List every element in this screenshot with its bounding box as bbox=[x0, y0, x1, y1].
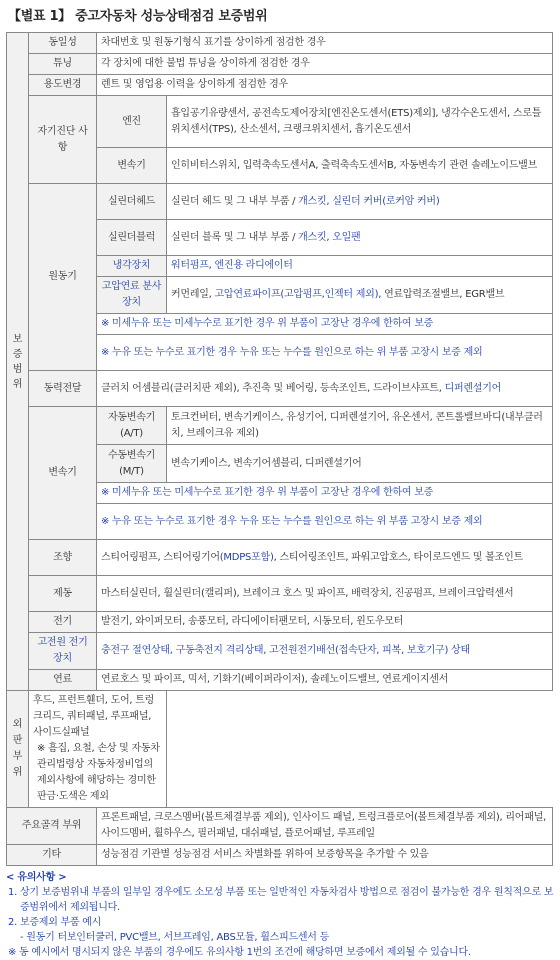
label-frame: 주요골격 부위 bbox=[7, 808, 97, 845]
value-selfdiag-engine: 흡입공기유량센서, 공전속도제어장치[엔진온도센서(ETS)제외], 냉각수온도센서, 스로틀위치센서(TPS), 산소센서, 크랭크위치센서, 흡기온도센서 bbox=[167, 96, 553, 148]
warranty-table bbox=[6, 32, 553, 866]
row-etc bbox=[7, 845, 553, 866]
label-fuelsys: 연료 bbox=[29, 670, 97, 691]
engine-note-2: ※ 누유 또는 누수로 표기한 경우 누유 또는 누수를 원인으로 하는 위 부품 고장시 보증 제외 bbox=[97, 335, 553, 371]
label-usage: 용도변경 bbox=[29, 75, 97, 96]
row-tuning bbox=[7, 54, 553, 75]
row-drive bbox=[7, 371, 553, 407]
value-electric: 발전기, 와이퍼모터, 송풍모터, 라디에이터팬모터, 시동모터, 윈도우모터 bbox=[97, 612, 553, 633]
row-trans-at bbox=[7, 407, 553, 445]
value-trans-at: 토크컨버터, 변속기케이스, 유성기어, 디퍼렌셜기어, 유온센서, 콘트롤밸브바디(내부클러치, 브레이크유 제외) bbox=[167, 407, 553, 445]
value-exterior bbox=[29, 691, 167, 808]
value-engine-block-a: 실린더 블록 및 그 내부 부품 / bbox=[171, 231, 299, 243]
outer-label-warranty-scope bbox=[7, 33, 29, 691]
value-drive bbox=[97, 371, 553, 407]
row-hv bbox=[7, 633, 553, 670]
row-usage bbox=[7, 75, 553, 96]
value-frame: 프론트패널, 크로스멤버(볼트체결부품 제외), 인사이드 패널, 트렁크플로어(볼트체결부품 제외), 리어패널, 사이드멤버, 휠하우스, 필러패널, 대쉬패널, 플로어패널, 루프레일 bbox=[97, 808, 553, 845]
value-exterior-parts: 후드, 프런트휀더, 도어, 트렁크리드, 쿼터패널, 루프패널, 사이드실패널 bbox=[33, 695, 155, 738]
label-electric: 전기 bbox=[29, 612, 97, 633]
label-engine-block: 실린더블럭 bbox=[97, 220, 167, 256]
value-engine-block bbox=[167, 220, 553, 256]
value-engine-fuel-c: , 연료압력조절밸브, EGR밸브 bbox=[378, 289, 505, 300]
label-drive: 동력전달 bbox=[29, 371, 97, 407]
value-engine-head bbox=[167, 184, 553, 220]
label-etc: 기타 bbox=[7, 845, 97, 866]
note-2-detail: - 원동기 터보인터쿨러, PVC밸브, 서브프레임, ABS모듈, 휠스피드센서 등 bbox=[20, 932, 330, 943]
value-selfdiag-trans: 인히비터스위치, 입력축속도센서A, 출력축속도센서B, 자동변속기 관련 솔레노이드밸브 bbox=[167, 148, 553, 184]
value-fuelsys: 연료호스 및 파이프, 믹서, 기화기(베이퍼라이저), 솔레노이드밸브, 연료게이지센서 bbox=[97, 670, 553, 691]
value-engine-head-b: 개스킷, 실린더 커버(로커암 커버) bbox=[298, 195, 440, 207]
value-brake: 마스터실린더, 휠실린더(캘리퍼), 브레이크 호스 및 파이프, 배력장치, 진공펌프, 브레이크압력센서 bbox=[97, 576, 553, 612]
row-brake bbox=[7, 576, 553, 612]
row-fuelsys bbox=[7, 670, 553, 691]
label-identity: 동일성 bbox=[29, 33, 97, 54]
label-trans-at: 자동변속기(A/T) bbox=[97, 407, 167, 445]
page-title: 【별표 1】 중고자동차 성능상태점검 보증범위 bbox=[8, 9, 268, 24]
label-selfdiag-trans: 변속기 bbox=[97, 148, 167, 184]
trans-note-1: ※ 미세누유 또는 미세누수로 표기한 경우 위 부품이 고장난 경우에 한하여 보증 bbox=[97, 483, 553, 504]
label-engine-cooling: 냉각장치 bbox=[97, 256, 167, 277]
label-trans: 변속기 bbox=[29, 407, 97, 540]
notes-heading: < 유의사항 > bbox=[6, 872, 67, 883]
value-steering-a: 스티어링펌프, 스티어링기어 bbox=[101, 551, 220, 563]
label-trans-mt: 수동변속기(M/T) bbox=[97, 445, 167, 483]
value-drive-b: 디퍼렌셜기어 bbox=[444, 382, 502, 394]
value-hv: 충전구 절연상태, 구동축전지 격리상태, 고전원전기배선(접속단자, 피복, 보호기구) 상태 bbox=[97, 633, 553, 670]
outer-label-text: 보증범위 bbox=[12, 333, 23, 390]
note-3: ※ 동 예시에서 명시되지 않은 부품의 경우에도 유의사항 1번의 조건에 해당하면 보증에서 제외될 수 있습니다. bbox=[8, 947, 471, 958]
engine-note-1: ※ 미세누유 또는 미세누수로 표기한 경우 위 부품이 고장난 경우에 한하여 보증 bbox=[97, 314, 553, 335]
value-engine-fuel-b: 고압연료파이프(고압펌프,인젝터 제외) bbox=[214, 289, 379, 300]
row-selfdiag-engine bbox=[7, 96, 553, 148]
label-brake: 제동 bbox=[29, 576, 97, 612]
label-engine: 원동기 bbox=[29, 184, 97, 371]
value-steering-c: , 스티어링조인트, 파워고압호스, 타이로드엔드 및 볼조인트 bbox=[273, 551, 523, 563]
value-engine-head-a: 실린더 헤드 및 그 내부 부품 / bbox=[171, 195, 299, 207]
value-trans-mt: 변속기케이스, 변속기어셈블리, 디퍼렌셜기어 bbox=[167, 445, 553, 483]
value-engine-block-b: 개스킷, 오일팬 bbox=[298, 231, 361, 243]
value-usage: 렌트 및 영업용 이력을 상이하게 점검한 경우 bbox=[97, 75, 553, 96]
value-steering bbox=[97, 540, 553, 576]
label-exterior: 외판부위 bbox=[7, 691, 29, 808]
row-electric bbox=[7, 612, 553, 633]
note-1: 1. 상기 보증범위내 부품의 일부일 경우에도 소모성 부품 또는 일반적인 자동차검사 방법으로 점검이 불가능한 경우 원칙적으로 보증범위에서 제외됩니다. bbox=[8, 887, 554, 913]
label-selfdiag: 자기진단 사항 bbox=[29, 96, 97, 184]
label-hv: 고전원 전기장치 bbox=[29, 633, 97, 670]
value-etc: 성능점검 기관별 성능점검 서비스 차별화를 위하여 보증항목을 추가할 수 있음 bbox=[97, 845, 553, 866]
value-engine-cooling: 워터펌프, 엔진용 라디에이터 bbox=[167, 256, 553, 277]
note-2: 2. 보증제외 부품 예시 bbox=[8, 917, 102, 928]
label-steering: 조향 bbox=[29, 540, 97, 576]
notes-section bbox=[6, 870, 554, 960]
value-tuning: 각 장치에 대한 불법 튜닝을 상이하게 점검한 경우 bbox=[97, 54, 553, 75]
row-frame bbox=[7, 808, 553, 845]
row-exterior bbox=[7, 691, 553, 808]
trans-note-2: ※ 누유 또는 누수로 표기한 경우 누유 또는 누수를 원인으로 하는 위 부품 고장시 보증 제외 bbox=[97, 504, 553, 540]
label-tuning: 튜닝 bbox=[29, 54, 97, 75]
value-engine-fuel-a: 커먼레일, bbox=[171, 289, 215, 300]
label-selfdiag-engine: 엔진 bbox=[97, 96, 167, 148]
label-engine-fuel: 고압연료 분사장치 bbox=[97, 277, 167, 314]
value-steering-b: (MDPS포함) bbox=[219, 551, 274, 563]
value-engine-fuel bbox=[167, 277, 553, 314]
value-exterior-note: ※ 흠집, 요철, 손상 및 자동차관리법령상 자동차정비업의 제외사항에 해당하는 경미한 판금·도색은 제외 bbox=[37, 743, 160, 802]
row-identity bbox=[7, 33, 553, 54]
row-steering bbox=[7, 540, 553, 576]
value-identity: 차대번호 및 원동기형식 표기를 상이하게 점검한 경우 bbox=[97, 33, 553, 54]
value-drive-a: 클러치 어셈블리(클러치판 제외), 추진축 및 베어링, 등속조인트, 드라이브샤프트, bbox=[101, 382, 445, 394]
label-engine-head: 실린더헤드 bbox=[97, 184, 167, 220]
row-engine-head bbox=[7, 184, 553, 220]
